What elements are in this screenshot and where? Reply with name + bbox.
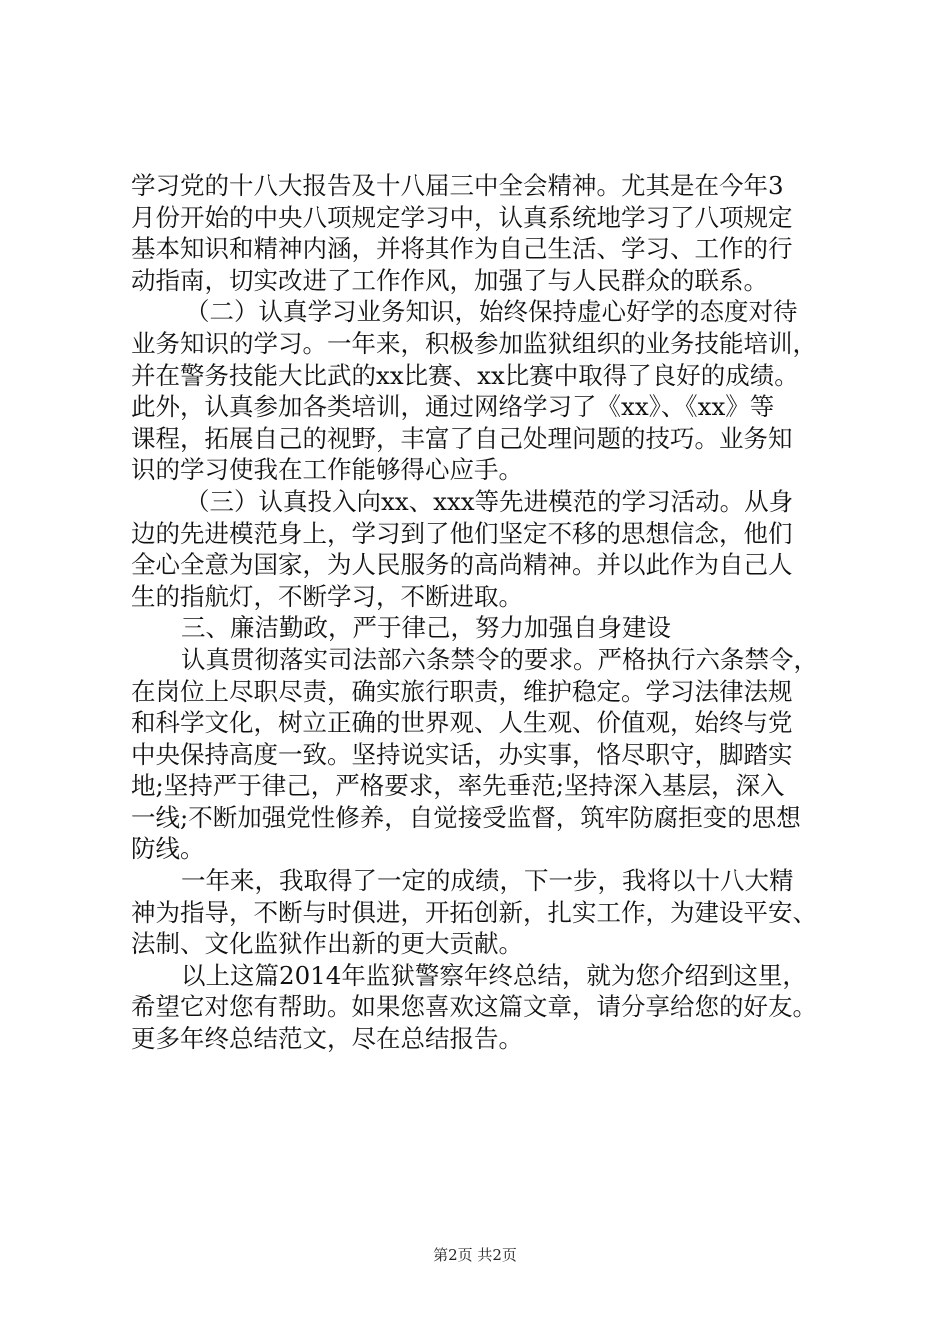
text-line: 全心全意为国家，为人民服务的高尚精神。并以此作为自己人	[131, 550, 793, 580]
text-line: 在岗位上尽职尽责，确实旅行职责，维护稳定。学习法律法规	[131, 676, 793, 706]
section-heading-3: （三）认真投入向xx、xxx等先进模范的学习活动。从身	[185, 486, 794, 516]
paragraph-start: 以上这篇2014年监狱警察年终总结，就为您介绍到这里，	[181, 960, 807, 990]
text-line: 基本知识和精神内涵，并将其作为自己生活、学习、工作的行	[131, 234, 793, 264]
text-line: 法制、文化监狱作出新的更大贡献。	[131, 929, 523, 959]
text-line: 识的学习使我在工作能够得心应手。	[131, 455, 523, 485]
text-line: 业务知识的学习。一年来，积极参加监狱组织的业务技能培训，	[131, 328, 817, 358]
text-line: 并在警务技能大比武的xx比赛、xx比赛中取得了良好的成绩。	[131, 360, 799, 390]
text-line: 神为指导，不断与时俱进，开拓创新，扎实工作，为建设平安、	[131, 897, 817, 927]
text-line: 防线。	[131, 834, 205, 864]
text-line: 动指南，切实改进了工作作风，加强了与人民群众的联系。	[131, 265, 768, 295]
text-line: 边的先进模范身上，学习到了他们坚定不移的思想信念，他们	[131, 518, 793, 548]
text-line: 更多年终总结范文，尽在总结报告。	[131, 1024, 523, 1054]
text-line: 此外，认真参加各类培训，通过网络学习了《xx》、《xx》等	[131, 392, 775, 422]
page-number-footer: 第2页 共2页	[433, 1246, 517, 1264]
text-line: 月份开始的中央八项规定学习中，认真系统地学习了八项规定	[131, 202, 793, 232]
paragraph-start: 认真贯彻落实司法部六条禁令的要求。严格执行六条禁令，	[181, 644, 818, 674]
text-line: 希望它对您有帮助。如果您喜欢这篇文章，请分享给您的好友。	[131, 992, 817, 1022]
text-line: 课程，拓展自己的视野，丰富了自己处理问题的技巧。业务知	[131, 423, 793, 453]
text-line: 中央保持高度一致。坚持说实话，办实事，恪尽职守，脚踏实	[131, 739, 793, 769]
text-line: 地;坚持严于律己，严格要求，率先垂范;坚持深入基层，深入	[131, 771, 785, 801]
section-heading: 三、廉洁勤政，严于律己，努力加强自身建设	[181, 613, 671, 643]
section-heading-2: （二）认真学习业务知识，始终保持虚心好学的态度对待	[185, 297, 798, 327]
text-line: 学习党的十八大报告及十八届三中全会精神。尤其是在今年3	[131, 171, 784, 200]
paragraph-start: 一年来，我取得了一定的成绩，下一步，我将以十八大精	[181, 866, 794, 896]
text-line: 生的指航灯，不断学习，不断进取。	[131, 581, 523, 611]
text-line: 一线;不断加强党性修养，自觉接受监督，筑牢防腐拒变的思想	[131, 802, 801, 832]
document-body	[131, 170, 831, 1055]
text-line: 和科学文化，树立正确的世界观、人生观、价值观，始终与党	[131, 708, 793, 738]
